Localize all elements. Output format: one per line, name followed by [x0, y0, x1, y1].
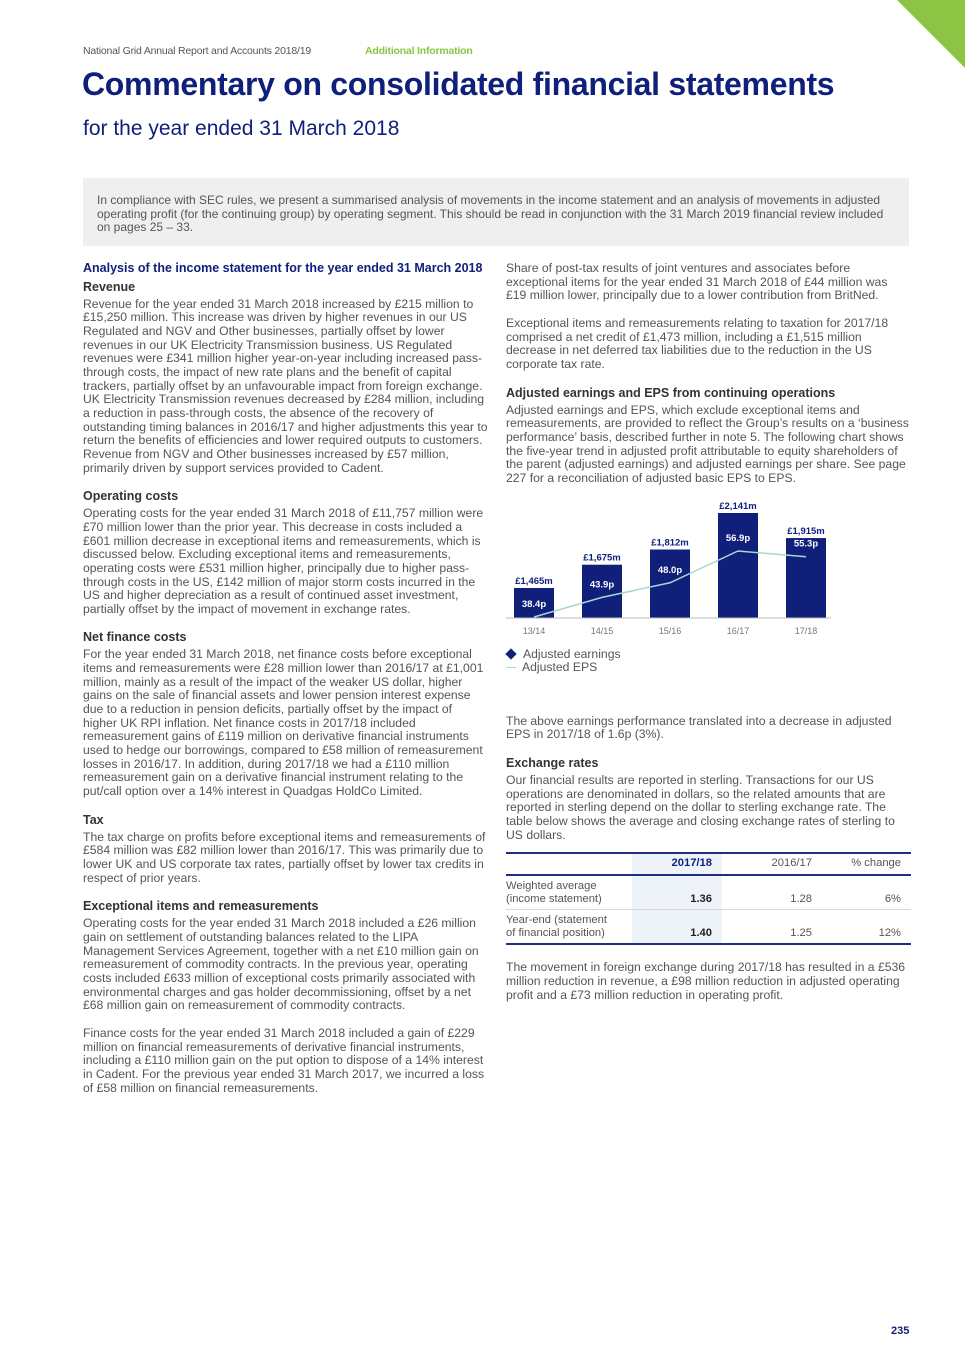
intro-box: In compliance with SEC rules, we present a summarised analysis of movements in the income statement and an analysis of movements in adjusted operating profit (for the continuing group) by operating segment. This should be read in conjunction with the 31 March 2019 financial review included on pages 25 – 33. [83, 178, 909, 246]
legend-label: Adjusted earnings [523, 646, 621, 661]
earnings-eps-chart [506, 488, 911, 678]
bar [718, 513, 758, 618]
table-row [506, 875, 911, 910]
running-header [83, 45, 473, 57]
cell-change: 12% [878, 926, 901, 939]
eps-paragraph: The above earnings performance translated into a decrease in adjusted EPS in 2017/18 of 1.6p (3%). [506, 713, 892, 742]
page-number: 235 [891, 1325, 910, 1337]
tax-exceptional-paragraph: Exceptional items and remeasurements relating to taxation for 2017/18 comprised a net credit of £1,473 million, including a £1,515 million decrease in net deferred tax liabilities due to the reduction in the US corporate tax rate. [506, 315, 889, 371]
bar-value-label: £1,812m [651, 537, 689, 549]
page-title: Commentary on consolidated financial statements [82, 66, 835, 102]
x-tick-label: 17/18 [794, 625, 818, 636]
bar-value-label: £2,141m [719, 500, 757, 512]
analysis-heading: Analysis of the income statement for the year ended 31 March 2018 [83, 261, 483, 275]
column-header [506, 853, 632, 875]
page-subtitle: for the year ended 31 March 2018 [83, 117, 400, 140]
eps-value-label: 56.9p [725, 532, 751, 544]
net-finance-costs-heading: Net finance costs [83, 630, 187, 645]
revenue-heading: Revenue [83, 279, 136, 294]
net-finance-costs-body: For the year ended 31 March 2018, net finance costs before exceptional items and remeasurements were £28 million lower than 2016/17 at £1,001 million, mainly as a result of the impact of the weaker US dollar, higher gains on the sale of financial assets and lower pension interest expense due to a reduction in pension deficits, partially offset by the impact of higher UK RPI inflation. Net finance costs in 2017/18 included remeasurement gains of £119 million on derivative financial instruments used to hedge our borrowings, compared to £58 million of remeasurement losses in 2016/17. In addition, during 2017/18 we had a £110 million remeasurement gain on a derivative financial instrument relating to the put/call option over a 14% interest in Quadgas HoldCo Limited. [83, 647, 484, 799]
bar-value-label: £1,675m [583, 552, 621, 564]
cell-change: 6% [884, 892, 901, 905]
exchange-rates-table [506, 852, 911, 945]
exceptional-body-1: Operating costs for the year ended 31 March 2018 included a £26 million gain on settlement of outstanding balances related to the LIPA Management Services Agreement, together with a net £10 million gain on remeasurement of commodity contracts. In the previous year, operating costs included £633 million of exceptional costs primarily associated with environmental charges and gas holder decommissioning, offset by a net £68 million gain on remeasurement of commodity contracts. [83, 916, 479, 1013]
bar [786, 538, 826, 618]
legend-label: Adjusted EPS [522, 660, 598, 675]
row-label: Year-end (statement of financial position) [506, 914, 607, 939]
exchange-rates-body: Our financial results are reported in sterling. Transactions for our US operations are denominated in dollars, so the related amounts that are reported in sterling depend on the dollar to sterling exchange rate. The table below shows the average and closing exchange rates of sterling to US dollars. [506, 773, 895, 842]
fx-impact-paragraph: The movement in foreign exchange during 2017/18 has resulted in a £536 million reduction in revenue, a £98 million reduction in adjusted operating profit and a £73 million reduction in operating profit. [506, 960, 906, 1002]
table-header-row [506, 853, 911, 875]
x-tick-label: 16/17 [726, 625, 750, 636]
right-column [506, 262, 911, 1016]
column-header: 2016/17 [771, 857, 812, 870]
bar-value-label: £1,465m [515, 575, 553, 587]
tax-body: The tax charge on profits before exceptional items and remeasurements of £584 million was £82 million lower than 2016/17. This was primarily due to lower UK and US corporate tax rates, partially offset by lower tax credits in respect of prior years. [83, 829, 486, 885]
bar [650, 549, 690, 617]
bar [582, 564, 622, 617]
cell-prior: 1.28 [790, 892, 812, 905]
x-tick-label: 14/15 [590, 625, 614, 636]
eps-value-label: 48.0p [657, 564, 683, 576]
cell-current: 1.40 [632, 910, 722, 945]
table-row [506, 910, 911, 945]
column-header: % change [851, 857, 901, 870]
tax-heading: Tax [83, 812, 104, 827]
bar-value-label: £1,915m [787, 525, 825, 537]
x-tick-label: 13/14 [522, 625, 546, 636]
cell-prior: 1.25 [790, 926, 812, 939]
eps-value-label: 55.3p [793, 538, 819, 550]
publication-name: National Grid Annual Report and Accounts 2018/19 [83, 45, 311, 57]
eps-value-label: 38.4p [521, 598, 547, 610]
column-header: 2017/18 [632, 853, 722, 875]
left-column [83, 262, 488, 1109]
x-tick-label: 15/16 [658, 625, 682, 636]
exchange-rates-heading: Exchange rates [506, 756, 599, 771]
adjusted-earnings-body: Adjusted earnings and EPS, which exclude exceptional items and remeasurements, are provided to reflect the Group’s results on a ‘business performance’ basis, described further in note 5. The following chart shows the five-year trend in adjusted profit attributable to equity shareholders of the parent (adjusted earnings) and adjusted earnings per share. See page 227 for a reconciliation of adjusted basic EPS to EPS. [506, 402, 909, 485]
operating-costs-heading: Operating costs [83, 489, 179, 504]
jv-paragraph: Share of post-tax results of joint ventures and associates before exceptional items for the year ended 31 March 2018 of £44 million was £19 million lower, principally due to a lower contribution from BritNed. [506, 261, 888, 303]
chart-canvas [506, 488, 911, 638]
operating-costs-body: Operating costs for the year ended 31 March 2018 of £11,757 million were £70 million lower than the prior year. This decrease in costs included a £601 million decrease in exceptional items and remeasurements, which is discussed below. Excluding exceptional items and remeasurements, operating costs were £531 million higher, principally due to higher pass-through costs in the US, £142 million of major storm costs incurred in the US and higher depreciation as a result of continued asset investment, partially offset by the impact of movement in exchange rates. [83, 506, 484, 616]
corner-accent-triangle [897, 0, 965, 68]
exceptional-body-2: Finance costs for the year ended 31 March 2018 included a gain of £229 million on financial remeasurements of derivative financial instruments, including a £110 million gain on the put option to dispose of a 14% interest in Cadent. For the previous year ended 31 March 2017, we incurred a loss of £58 million on financial remeasurements. [83, 1025, 485, 1095]
eps-value-label: 43.9p [589, 578, 615, 590]
exceptional-heading: Exceptional items and remeasurements [83, 899, 319, 914]
revenue-body: Revenue for the year ended 31 March 2018 increased by £215 million to £15,250 million. This increase was driven by higher revenues in our US Regulated and NGV and Other businesses, partially offset by lower revenues in our UK Electricity Transmission business. US Regulated revenues were £341 million higher year-on-year including increased pass-through costs, the impact of new rate plans and the benefit of capital trackers, partially offset by an unfavourable impact from foreign exchange. UK Electricity Transmission revenues decreased by £284 million, including a reduction in pass-through costs, the absence of the recovery of outstanding timing balances in 2016/17 and higher adjustments this year to return the benefits of efficiencies and lower required outputs to customers. Revenue from NGV and Other businesses increased by £57 million, primarily driven by support services provided to Cadent. [83, 296, 488, 475]
section-label: Additional Information [365, 45, 473, 57]
adjusted-earnings-heading: Adjusted earnings and EPS from continuing operations [506, 385, 836, 400]
row-label: Weighted average (income statement) [506, 880, 602, 905]
cell-current: 1.36 [632, 875, 722, 910]
